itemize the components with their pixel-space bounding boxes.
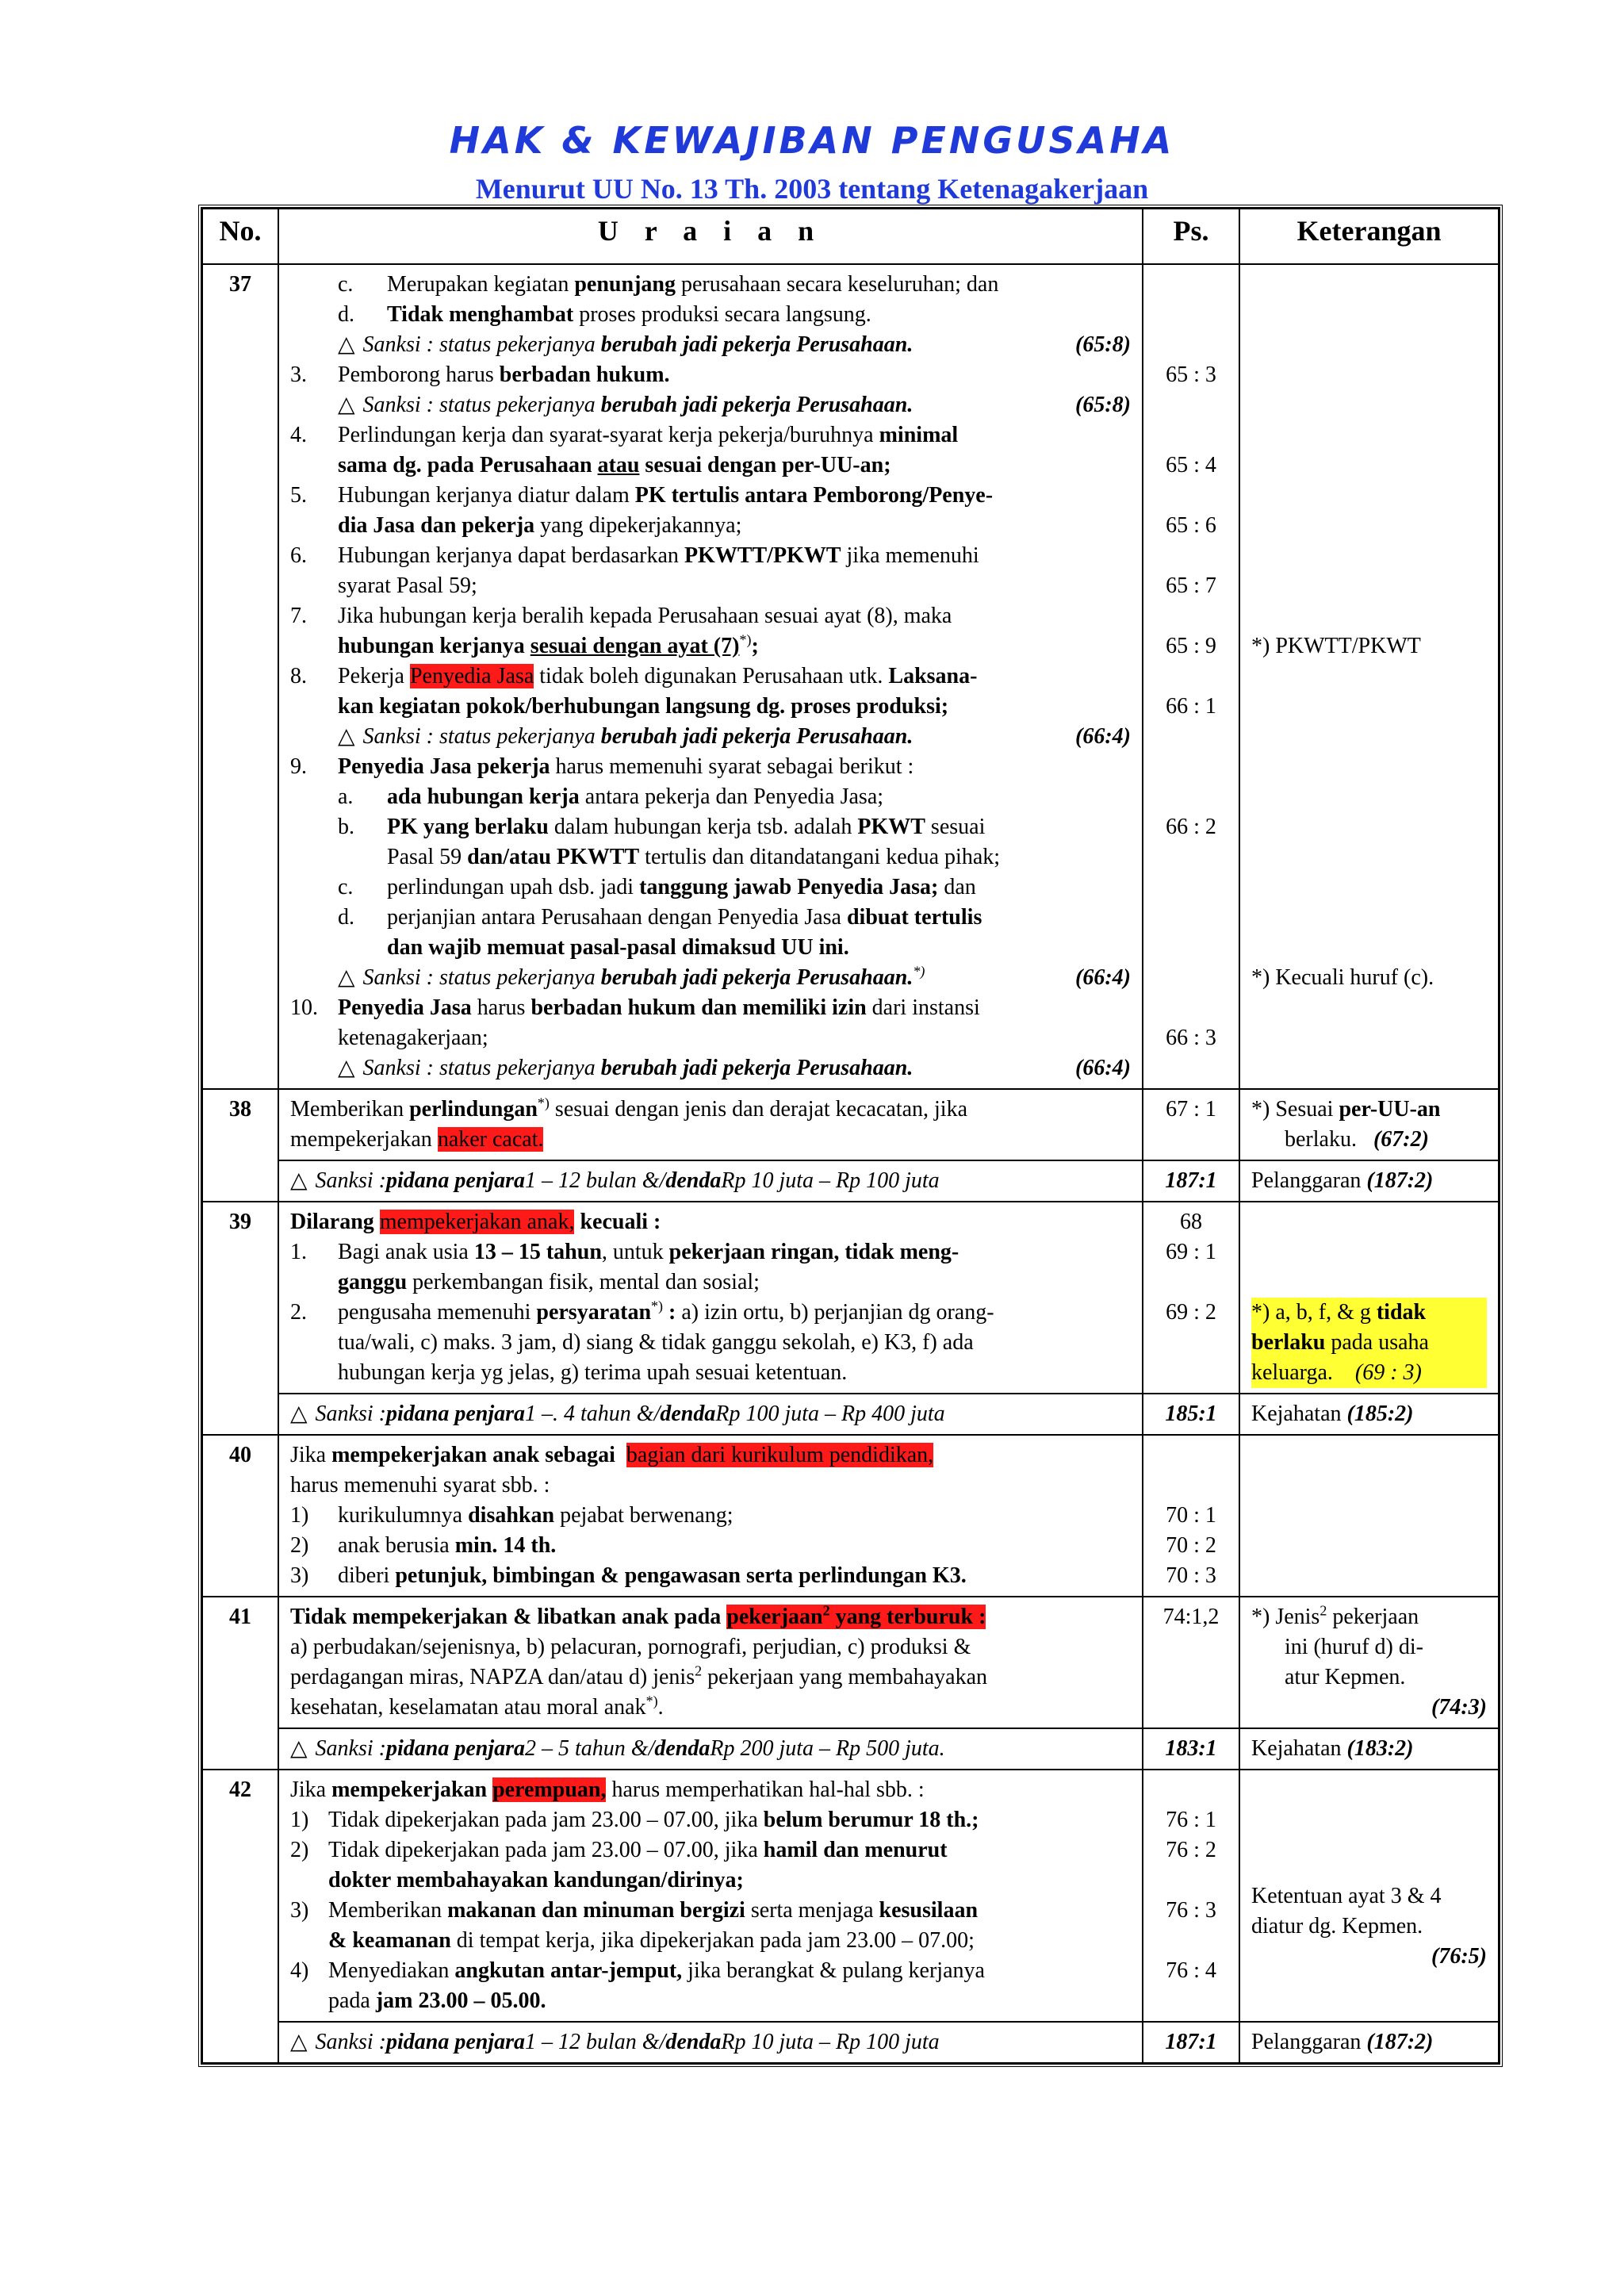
sanksi-cell: △ Sanksi : pidana penjara 1 – 12 bulan &/ denda Rp 10 juta – Rp 100 juta [278, 1160, 1143, 1202]
sanksi-cell: △ Sanksi : pidana penjara 1 – 12 bulan &/ denda Rp 10 juta – Rp 100 juta [278, 2022, 1143, 2063]
delta-warning-icon: △ [290, 2030, 308, 2054]
table-row-37 [202, 264, 1499, 1089]
highlight-perempuan: perempuan, [492, 1777, 607, 1802]
sanksi-row: △ Sanksi : pidana penjara 2 – 5 tahun &/ denda Rp 200 juta – Rp 500 juta. 183:1 Kejahatan (183:2) [202, 1728, 1499, 1770]
delta-warning-icon: △ [338, 332, 355, 357]
sanksi-cell: △ Sanksi : pidana penjara 1 –. 4 tahun &/ denda Rp 100 juta – Rp 400 juta [278, 1394, 1143, 1435]
highlight-note-69-3: *) a, b, f, & g tidak berlaku pada usaha keluarga. (69 : 3) [1251, 1298, 1487, 1388]
table-row-41 [202, 1597, 1499, 1728]
keterangan-cell: *) PKWTT/PKWT *) Kecuali huruf (c). [1239, 264, 1499, 1089]
pasal-cell: 68 69 : 1 69 : 2 [1143, 1202, 1239, 1394]
highlight-naker-cacat: naker cacat. [437, 1127, 544, 1152]
page-subtitle: Menurut UU No. 13 Th. 2003 tentang Ketenagakerjaan [475, 173, 1149, 205]
keterangan-cell [1239, 1435, 1499, 1597]
delta-warning-icon: △ [338, 724, 355, 749]
delta-warning-icon: △ [290, 1402, 308, 1426]
sanksi-row: △ Sanksi : pidana penjara 1 – 12 bulan &/ denda Rp 10 juta – Rp 100 juta 187:1 Pelanggaran (187:2) [202, 1160, 1499, 1202]
pasal-cell: 74:1,2 [1143, 1597, 1239, 1728]
row-number: 42 [202, 1770, 278, 2063]
row-number: 41 [202, 1597, 278, 1770]
table-row-40 [202, 1435, 1499, 1597]
uraian-cell: Tidak mempekerjakan & libatkan anak pada pekerjaan$^2$ yang terburuk : a) perbudakan/sejenisnya, b) pelacuran, pornografi, perjudian, c) produksi & perdagangan miras, NAPZA dan/atau d) jenis$^2$ pekerjaan yang membahayakan kesehatan, keselamatan atau moral anak*). [278, 1597, 1143, 1728]
table-row-42 [202, 1770, 1499, 2022]
uraian-cell: Dilarang mempekerjakan anak, kecuali : 1. Bagi anak usia 13 – 15 tahun, untuk pekerjaan ringan, tidak meng- ganggu perkembangan fisik, mental dan sosial; 2. pengusaha memenuhi persyaratan*) : a) izin ortu, b) perjanjian dg orang- tua/wali, c) maks. 3 jam, d) siang & tidak ganggu sekolah, e) K3, f) ada hubungan kerja yg jelas, g) terima upah sesuai ketentuan. [278, 1202, 1143, 1394]
uraian-cell: Jika mempekerjakan perempuan, harus memperhatikan hal-hal sbb. : 1) Tidak dipekerjakan pada jam 23.00 – 07.00, jika belum berumur 18 th.; 2) Tidak dipekerjakan pada jam 23.00 – 07.00, jika hamil dan menurut dokter membahayakan kandungan/dirinya; 3) Memberikan makanan dan minuman bergizi serta menjaga kesusilaan & keamanan di tempat kerja, jika dipekerjakan pada jam 23.00 – 07.00; 4) Menyediakan angkutan antar-jemput, jika berangkat & pulang kerjanya pada jam 23.00 – 05.00. [278, 1770, 1143, 2022]
delta-warning-icon: △ [290, 1736, 308, 1761]
highlight-pekerjaan-terburuk: pekerjaan$^2$ yang terburuk : [726, 1602, 986, 1629]
highlight-kurikulum: bagian dari kurikulum pendidikan, [626, 1443, 934, 1467]
sanksi-note: △ Sanksi : status pekerjanya berubah jadi pekerja Perusahaan. (65:8) [338, 332, 1131, 357]
delta-warning-icon: △ [338, 1056, 355, 1080]
delta-warning-icon: △ [290, 1168, 308, 1193]
keterangan-cell: *) Sesuai per-UU-an berlaku. (67:2) [1239, 1089, 1499, 1160]
rights-obligations-table [201, 208, 1500, 2064]
sanksi-note: △ Sanksi : status pekerjanya berubah jadi pekerja Perusahaan. (66:4) [338, 724, 1131, 749]
row-number: 37 [202, 264, 278, 1089]
column-header-ps: Ps. [1143, 209, 1239, 264]
table-header-row [202, 209, 1499, 264]
sanksi-row: △ Sanksi : pidana penjara 1 –. 4 tahun &/ denda Rp 100 juta – Rp 400 juta 185:1 Kejahatan (185:2) [202, 1394, 1499, 1435]
highlight-mempekerjakan-anak: mempekerjakan anak, [379, 1210, 575, 1234]
highlight-penyedia-jasa: Penyedia Jasa [409, 664, 534, 688]
keterangan-cell [1239, 1202, 1499, 1394]
uraian-cell: Jika mempekerjakan anak sebagai bagian dari kurikulum pendidikan, harus memenuhi syarat sbb. : 1) kurikulumnya disahkan pejabat berwenang; 2) anak berusia min. 14 th. 3) diberi petunjuk, bimbingan & pengawasan serta perlindungan K3. [278, 1435, 1143, 1597]
sanksi-cell: △ Sanksi : pidana penjara 2 – 5 tahun &/ denda Rp 200 juta – Rp 500 juta. [278, 1728, 1143, 1770]
pasal-cell: 70 : 1 70 : 2 70 : 3 [1143, 1435, 1239, 1597]
column-header-uraian: U r a i a n [278, 209, 1143, 264]
page-title: HAK & KEWAJIBAN PENGUSAHA [449, 119, 1175, 162]
sanksi-note: △ Sanksi : status pekerjanya berubah jadi pekerja Perusahaan. (65:8) [338, 393, 1131, 417]
row-number: 39 [202, 1202, 278, 1435]
pasal-cell: 76 : 1 76 : 2 76 : 3 76 : 4 [1143, 1770, 1239, 2022]
keterangan-cell: *) Jenis$^2$ pekerjaan ini (huruf d) di- atur Kepmen. (74:3) [1239, 1597, 1499, 1728]
pasal-cell: 67 : 1 [1143, 1089, 1239, 1160]
sanksi-note: △ Sanksi : status pekerjanya berubah jadi pekerja Perusahaan.*) (66:4) [338, 963, 1131, 990]
uraian-cell: Memberikan perlindungan*) sesuai dengan jenis dan derajat kecacatan, jika mempekerjakan naker cacat. [278, 1089, 1143, 1160]
delta-warning-icon: △ [338, 393, 355, 417]
row-number: 40 [202, 1435, 278, 1597]
keterangan-cell: Ketentuan ayat 3 & 4 diatur dg. Kepmen. (76:5) [1239, 1770, 1499, 2022]
sanksi-row: △ Sanksi : pidana penjara 1 – 12 bulan &/ denda Rp 10 juta – Rp 100 juta 187:1 Pelanggaran (187:2) [202, 2022, 1499, 2063]
uraian-cell: c. Merupakan kegiatan penunjang perusahaan secara keseluruhan; dan d. Tidak menghambat proses produksi secara langsung. △ Sanksi : status pekerjanya berubah jadi pekerja Perusahaan. (65:8) 3. Pemborong harus berbadan hukum. △ Sanksi : status pekerjanya berubah jadi pekerja Perusahaan. (65:8) 4. Perlindungan kerja dan syarat-syarat kerja pekerja/buruhnya minimal sama dg. pada Perusahaan atau sesuai dengan per-UU-an; 5. Hubungan kerjanya diatur dalam PK tertulis antara Pemborong/Penye- dia Jasa dan pekerja yang dipekerjakannya; 6. Hubungan kerjanya dapat berdasarkan PKWTT/PKWT jika memenuhi syarat Pasal 59; 7. Jika hubungan kerja beralih kepada Perusahaan sesuai ayat (8), maka hubungan kerjanya sesuai dengan ayat (7)*); 8. Pekerja Penyedia Jasa tidak boleh digunakan Perusahaan utk. Laksana- kan kegiatan pokok/berhubungan langsung dg. proses produksi; △ Sanksi : status pekerjanya berubah jadi pekerja Perusahaan. (66:4) 9. Penyedia Jasa pekerja harus memenuhi syarat sebagai berikut : a. ada hubungan kerja antara pekerja dan Penyedia Jasa; b. PK yang berlaku dalam hubungan kerja tsb. adalah PKWT sesuai Pasal 59 dan/atau PKWTT tertulis dan ditandatangani kedua pihak; c. perlindungan upah dsb. jadi tanggung jawab Penyedia Jasa; dan d. perjanjian antara Perusahaan dengan Penyedia Jasa dibuat tertulis dan wajib memuat pasal-pasal dimaksud UU ini. △ Sanksi : status pekerjanya berubah jadi pekerja Perusahaan.*) (66:4) 10. Penyedia Jasa harus berbadan hukum dan memiliki izin dari instansi ketenagakerjaan; △ Sanksi : status pekerjanya berubah jadi pekerja Perusahaan. (66:4) [278, 264, 1143, 1089]
column-header-no: No. [202, 209, 278, 264]
sanksi-note: △ Sanksi : status pekerjanya berubah jadi pekerja Perusahaan. (66:4) [338, 1056, 1131, 1080]
table-row-39 [202, 1202, 1499, 1394]
column-header-keterangan: Keterangan [1239, 209, 1499, 264]
row-number: 38 [202, 1089, 278, 1202]
delta-warning-icon: △ [338, 965, 355, 990]
pasal-cell: 65 : 3 65 : 4 65 : 6 65 : 7 65 : 9 66 : 1 66 : 2 66 : 3 [1143, 264, 1239, 1089]
table-row-38 [202, 1089, 1499, 1160]
